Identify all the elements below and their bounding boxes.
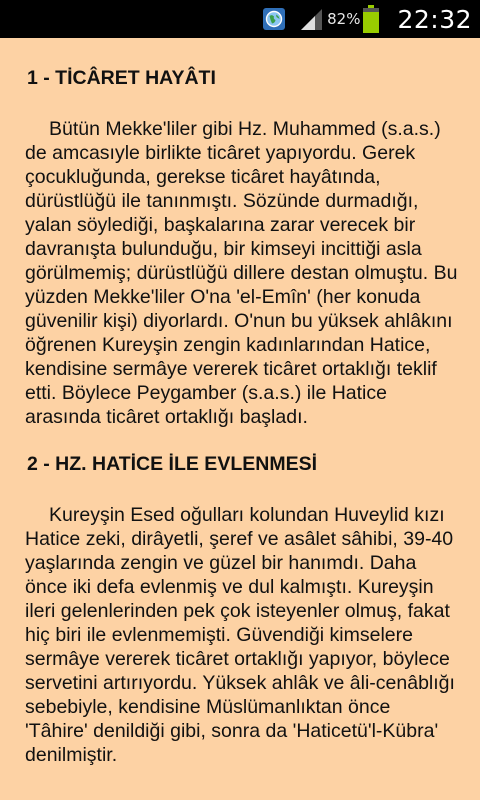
globe-icon[interactable] — [263, 8, 285, 30]
battery-percent: 82% — [327, 10, 361, 28]
battery-icon — [363, 5, 379, 33]
section-title-marriage: 2 - HZ. HATİCE İLE EVLENMESİ — [27, 453, 317, 475]
clock: 22:32 — [397, 4, 472, 34]
signal-icon — [299, 7, 323, 31]
status-bar — [0, 0, 480, 38]
section-paragraph-trade-life: Bütün Mekke'liler gibi Hz. Muhammed (s.a.s.) de amcasıyle birlikte ticâret yapıyordu. Gerek çocukluğunda, gerekse ticâret hayâtında, dürüstlüğü ile tanınmıştı. Sözünde durmadığı, yalan söylediği, başkalarına zarar verecek bir davranışta bulunduğu, bir kimseyi incittiği asla görülmemiş; dürüstlüğü dillere destan olmuştu. Bu yüzden Mekke'liler O'na 'el-Emîn' (her konuda güvenilir kişi) diyorlardı. O'nun bu yüksek ahlâkını öğrenen Kureyşin zengin kadınlarından Hatice, kendisine sermâye vererek ticâret ortaklığı teklif etti. Böylece Peygamber (s.a.s.) ile Hatice arasında ticâret ortaklığı başladı. — [25, 118, 458, 428]
article-content[interactable] — [0, 38, 480, 776]
section-paragraph-marriage: Kureyşin Esed oğulları kolundan Huveylid kızı Hatice zeki, dirâyetli, şeref ve asâlet sâhibi, 39-40 yaşlarında zengin ve güzel bir hanımdı. Daha önce iki defa evlenmiş ve dul kalmıştı. Kureyşin ileri gelenlerinden pek çok isteyenler olmuş, fakat hiç biri ile evlenmemişti. Güvendiği kimselere sermâye vererek ticâret ortaklığı yapıyor, böylece servetini artırıyordu. Yüksek ahlâk ve âli-cenâblığı sebebiyle, kendisine Müslümanlıktan önce 'Tâhire' denildiği gibi, sonra da 'Haticetü'l-Kübra' denilmiştir. — [25, 504, 455, 766]
section-title-trade-life: 1 - TİCÂRET HAYÂTI — [27, 67, 216, 89]
